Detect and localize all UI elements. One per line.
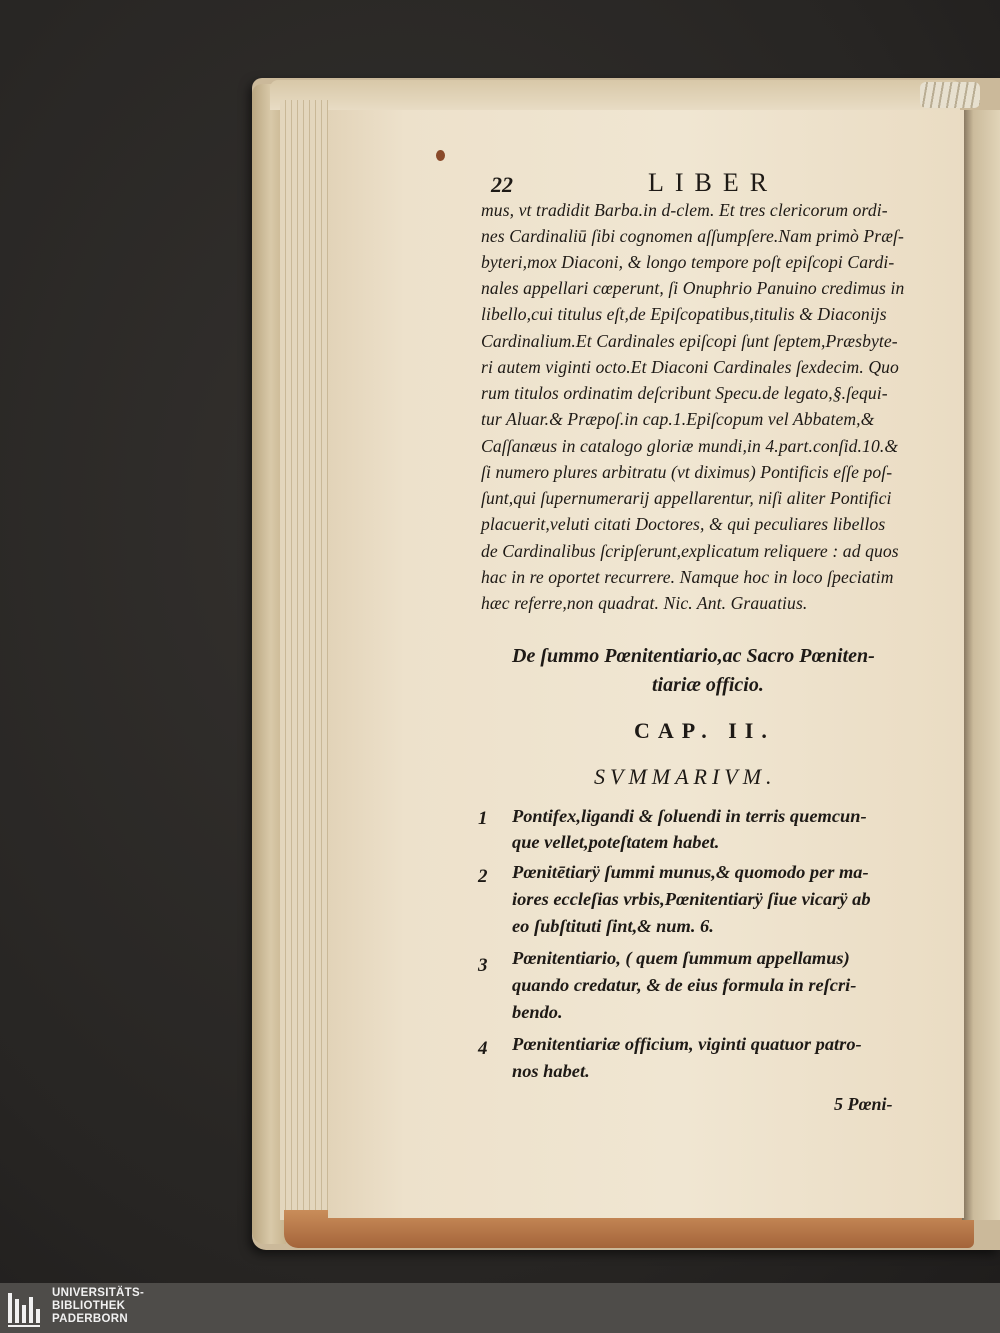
- body-line: Cardinalium.Et Cardinales epiſcopi ſunt ſeptem,Præsbyte-: [481, 331, 898, 351]
- body-line: nes Cardinaliū ſibi cognomen aſſumpſere.Nam primò Præſ-: [481, 226, 905, 246]
- summary-line: bendo.: [512, 1002, 563, 1022]
- ink-stain: [436, 150, 445, 161]
- body-line: Caſſanæus in catalogo gloriæ mundi,in 4.part.conſid.10.&: [481, 436, 899, 456]
- body-line: libello,cui titulus eſt,de Epiſcopatibus,titulis & Diaconijs: [481, 304, 887, 324]
- logo-line: BIBLIOTHEK: [52, 1300, 126, 1312]
- logo-line: UNIVERSITÄTS-: [52, 1287, 145, 1299]
- page-stack: [280, 100, 328, 1220]
- summary-line: Pœnitentiariæ officium, viginti quatuor patro-: [512, 1034, 862, 1054]
- body-line: hac in re oportet recurrere. Namque hoc in loco ſpeciatim: [481, 567, 894, 587]
- section-heading-line: tiariæ officio.: [652, 674, 764, 696]
- body-line: ſunt,qui ſupernumerarij appellarentur, niſi aliter Pontifici: [481, 488, 892, 508]
- summary-line: quando credatur, & de eius formula in reſcri-: [512, 975, 857, 995]
- summary-line: Pœnitentiario, ( quem ſummum appellamus): [512, 948, 850, 968]
- summary-line: nos habet.: [512, 1061, 590, 1081]
- book-top-edge: [270, 80, 960, 110]
- facing-page-edge: [962, 110, 1000, 1220]
- summary-line: eo ſubſtituti ſint,& num. 6.: [512, 916, 714, 936]
- footer-bar: [0, 1283, 1000, 1333]
- binding-tie: [920, 82, 980, 108]
- summary-number: 4: [478, 1038, 488, 1059]
- catchword: 5 Pœni-: [834, 1094, 893, 1114]
- body-line: placuerit,veluti citati Doctores, & qui peculiares libellos: [481, 514, 886, 534]
- page-number: 22: [491, 172, 513, 197]
- chapter-heading: CAP. II.: [634, 718, 775, 743]
- summary-number: 1: [478, 808, 488, 829]
- body-line: mus, vt tradidit Barba.in d-clem. Et tres clericorum ordi-: [481, 200, 888, 220]
- summary-number: 2: [478, 866, 488, 887]
- body-line: tur Aluar.& Præpoſ.in cap.1.Epiſcopum vel Abbatem,&: [481, 409, 875, 429]
- summary-number: 3: [478, 955, 488, 976]
- body-line: hæc referre,non quadrat. Nic. Ant. Grauatius.: [481, 593, 808, 613]
- logo-line: PADERBORN: [52, 1313, 128, 1325]
- summary-line: Pontifex,ligandi & ſoluendi in terris quemcun-: [512, 806, 867, 826]
- summary-line: iores eccleſias vrbis,Pœnitentiarÿ ſiue vicarÿ ab: [512, 889, 871, 909]
- body-line: nales appellari cœperunt, ſi Onuphrio Panuino credimus in: [481, 278, 905, 298]
- summary-line: Pœnitētiarÿ ſummi munus,& quomodo per ma-: [512, 862, 869, 882]
- summary-line: que vellet,poteſtatem habet.: [512, 832, 720, 852]
- body-line: de Cardinalibus ſcripſerunt,explicatum reliquere : ad quos: [481, 541, 899, 561]
- body-line: ſi numero plures arbitratu (vt diximus) Pontificis eſſe poſ-: [481, 462, 893, 482]
- body-line: byteri,mox Diaconi, & longo tempore poſt epiſcopi Cardi-: [481, 252, 895, 272]
- summarium-title: SVMMARIVM.: [594, 764, 777, 789]
- running-head: LIBER: [648, 168, 779, 197]
- body-line: rum titulos ordinatim deſcribunt Specu.de legato,§.ſequi-: [481, 383, 888, 403]
- library-logo-icon: [6, 1289, 46, 1329]
- section-heading-line: De ſummo Pœnitentiario,ac Sacro Pœniten-: [512, 645, 875, 667]
- body-line: ri autem viginti octo.Et Diaconi Cardinales ſexdecim. Quo: [481, 357, 899, 377]
- library-logo-text: [52, 1287, 144, 1326]
